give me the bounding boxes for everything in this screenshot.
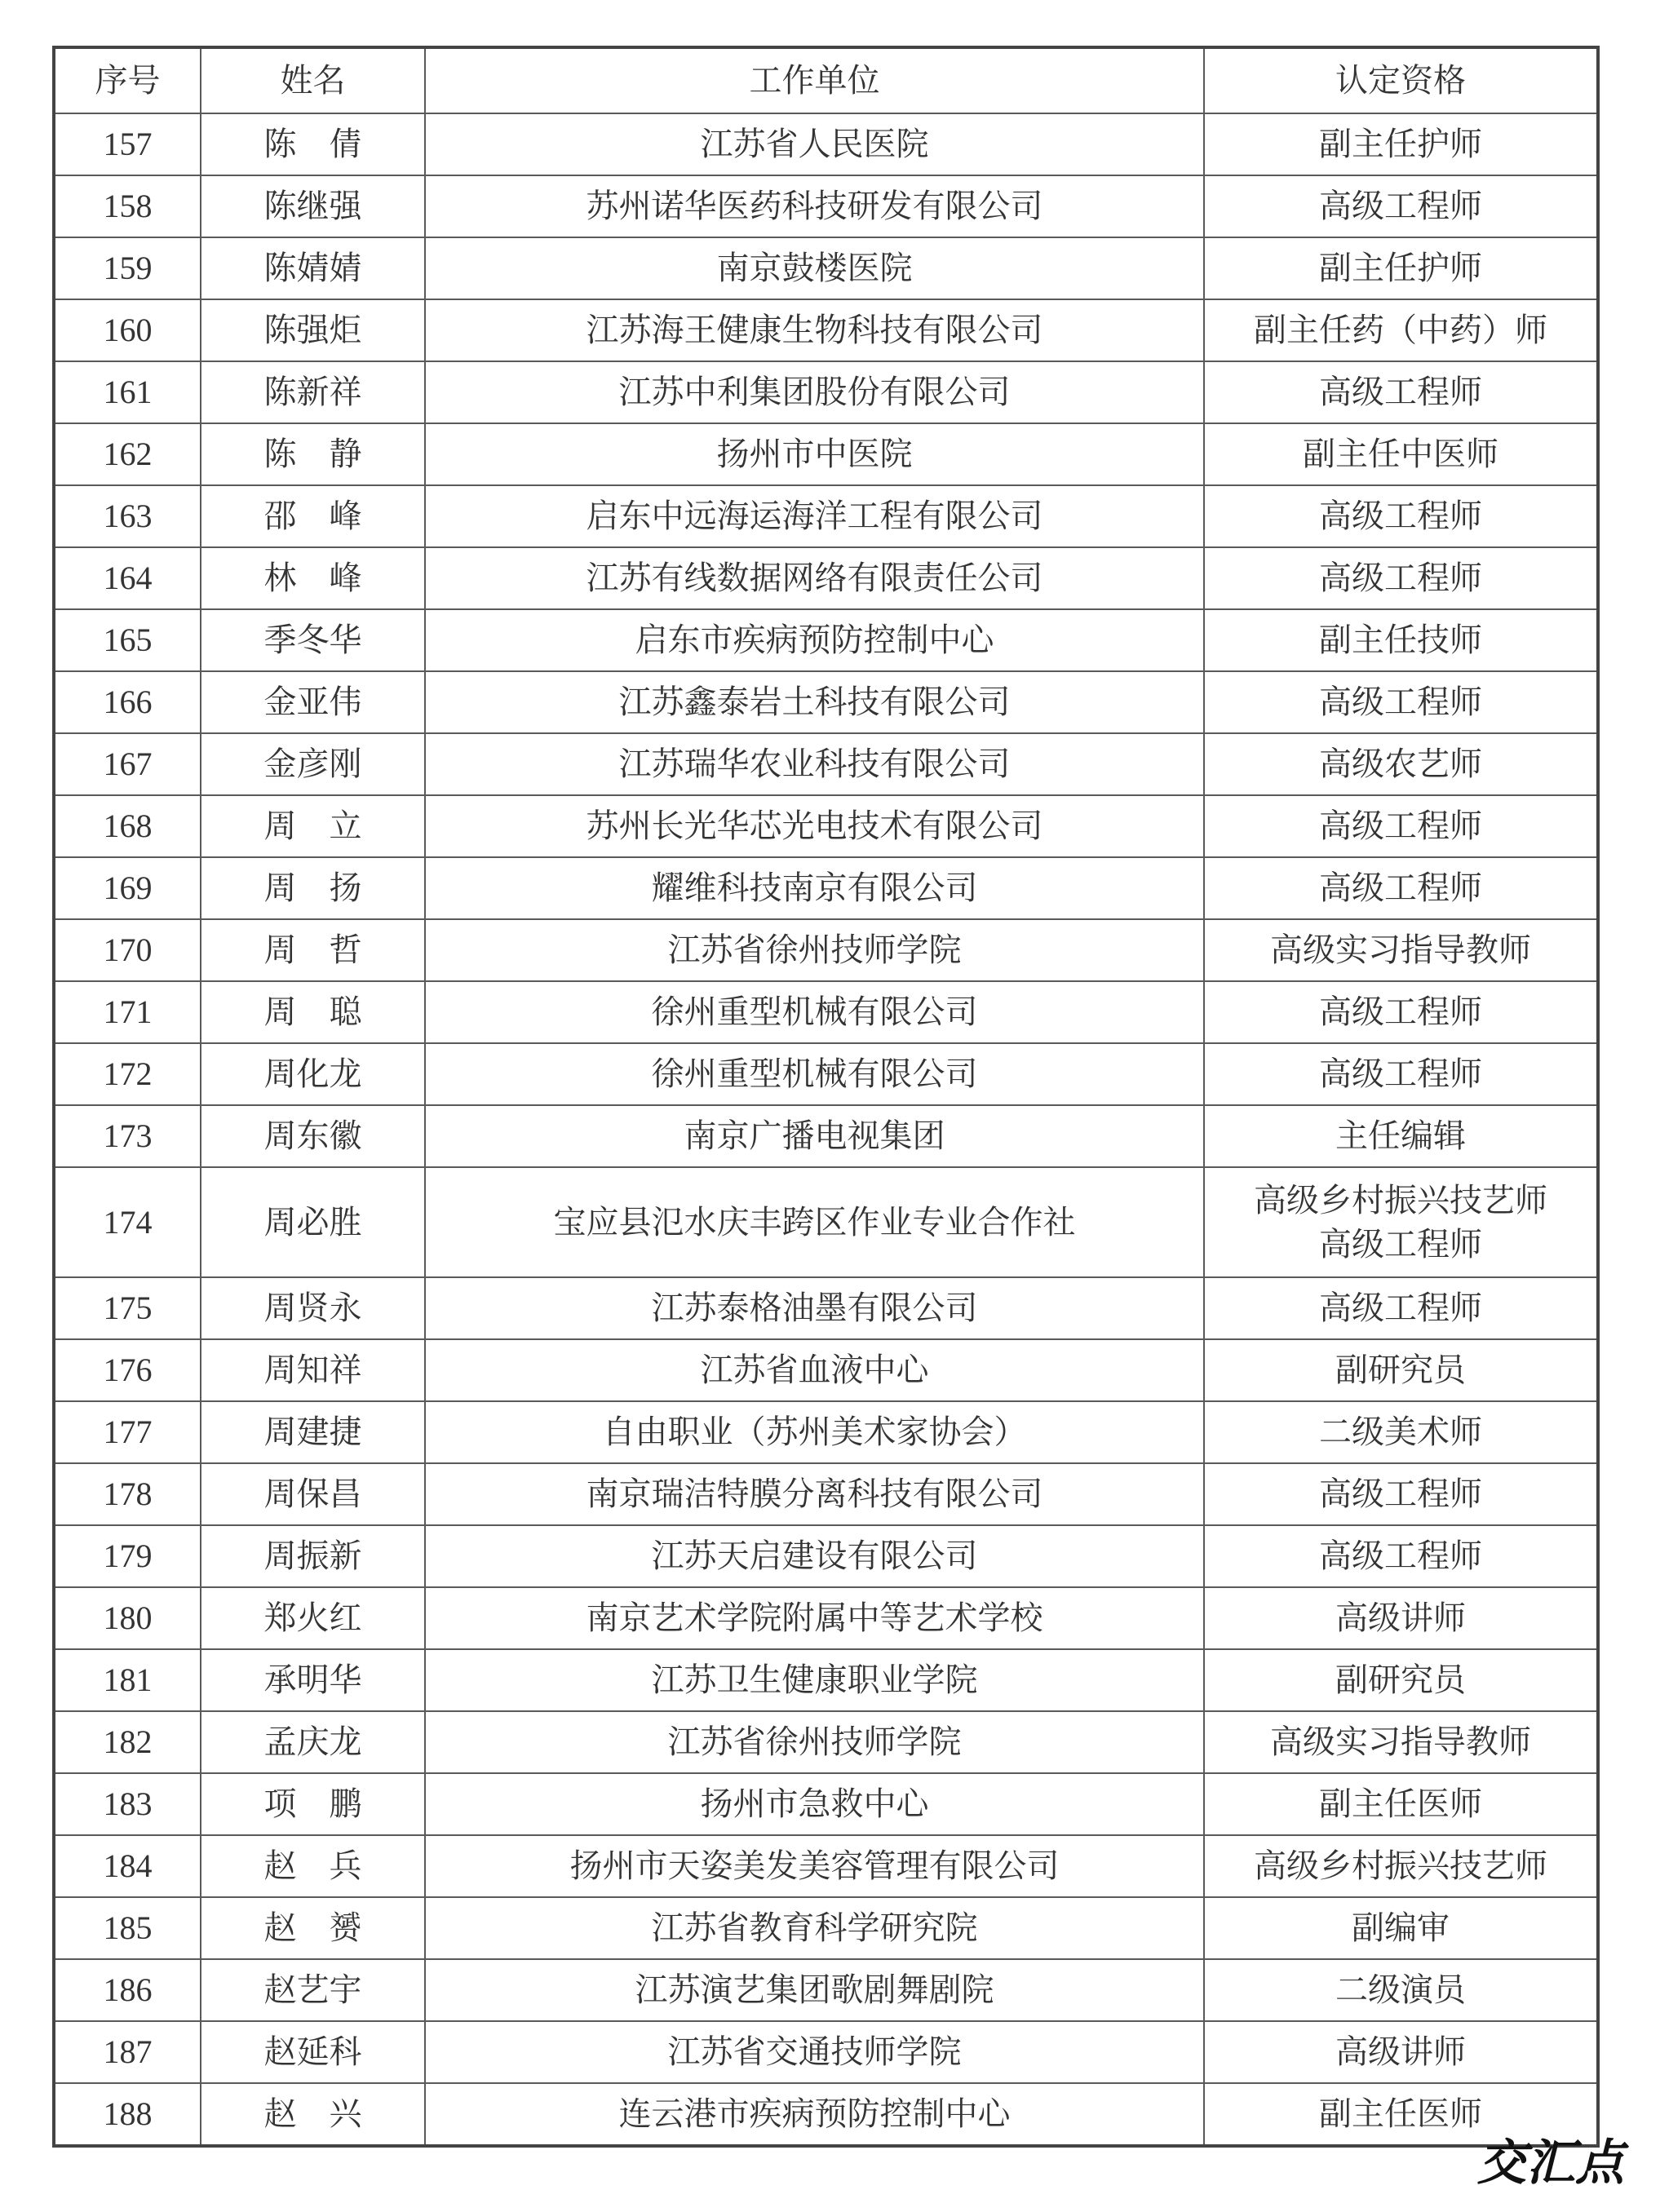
cell-name: 周东徽 — [201, 1105, 425, 1167]
table-row — [54, 361, 1598, 423]
cell-serial-number: 162 — [54, 423, 201, 485]
qualification-line: 二级演员 — [1335, 1971, 1466, 2009]
table-row — [54, 1835, 1598, 1897]
cell-work-unit: 江苏省徐州技师学院 — [425, 919, 1204, 981]
cell-qualification — [1204, 1525, 1598, 1587]
document-page — [52, 46, 1596, 2148]
qualification-line: 高级工程师 — [1319, 684, 1482, 721]
cell-serial-number: 172 — [54, 1043, 201, 1105]
qualification-line: 高级工程师 — [1319, 1055, 1482, 1093]
cell-work-unit: 南京瑞洁特膜分离科技有限公司 — [425, 1463, 1204, 1525]
watermark-logo: 交汇点 — [1477, 2135, 1624, 2192]
cell-name: 陈强炬 — [201, 299, 425, 361]
qualification-line: 高级工程师 — [1319, 188, 1482, 225]
cell-qualification — [1204, 1835, 1598, 1897]
cell-name: 周 哲 — [201, 919, 425, 981]
table-row — [54, 1959, 1598, 2021]
table-row — [54, 175, 1598, 237]
cell-qualification — [1204, 547, 1598, 609]
cell-qualification — [1204, 795, 1598, 857]
cell-work-unit: 徐州重型机械有限公司 — [425, 981, 1204, 1043]
qualification-line: 高级工程师 — [1319, 869, 1482, 907]
qualification-line: 高级工程师 — [1319, 807, 1482, 845]
cell-work-unit: 启东市疾病预防控制中心 — [425, 609, 1204, 671]
qualification-line: 二级美术师 — [1319, 1413, 1482, 1451]
cell-qualification — [1204, 857, 1598, 919]
table-row — [54, 1525, 1598, 1587]
cell-name: 赵 兴 — [201, 2083, 425, 2146]
cell-qualification — [1204, 299, 1598, 361]
cell-qualification — [1204, 1773, 1598, 1835]
table-row — [54, 609, 1598, 671]
cell-work-unit: 宝应县氾水庆丰跨区作业专业合作社 — [425, 1167, 1204, 1277]
qualification-line: 副主任医师 — [1319, 1785, 1482, 1823]
header-serial-number: 序号 — [54, 47, 201, 113]
qualification-line: 副主任医师 — [1319, 2095, 1482, 2133]
cell-qualification — [1204, 485, 1598, 547]
cell-serial-number: 161 — [54, 361, 201, 423]
cell-work-unit: 江苏演艺集团歌剧舞剧院 — [425, 1959, 1204, 2021]
cell-qualification — [1204, 919, 1598, 981]
cell-work-unit: 江苏卫生健康职业学院 — [425, 1649, 1204, 1711]
cell-work-unit: 扬州市天姿美发美容管理有限公司 — [425, 1835, 1204, 1897]
table-row — [54, 1773, 1598, 1835]
qualification-line: 高级实习指导教师 — [1270, 1723, 1531, 1761]
cell-work-unit: 南京鼓楼医院 — [425, 237, 1204, 299]
table-row — [54, 981, 1598, 1043]
cell-name: 金亚伟 — [201, 671, 425, 733]
cell-serial-number: 180 — [54, 1587, 201, 1649]
cell-name: 赵延科 — [201, 2021, 425, 2083]
qualification-line: 高级工程师 — [1319, 993, 1482, 1031]
cell-qualification — [1204, 1463, 1598, 1525]
cell-serial-number: 168 — [54, 795, 201, 857]
cell-work-unit: 江苏省徐州技师学院 — [425, 1711, 1204, 1773]
cell-qualification — [1204, 671, 1598, 733]
cell-name: 孟庆龙 — [201, 1711, 425, 1773]
cell-name: 承明华 — [201, 1649, 425, 1711]
cell-name: 周化龙 — [201, 1043, 425, 1105]
cell-work-unit: 江苏中利集团股份有限公司 — [425, 361, 1204, 423]
cell-name: 周必胜 — [201, 1167, 425, 1277]
cell-qualification — [1204, 1167, 1598, 1277]
table-row — [54, 1277, 1598, 1339]
table-row — [54, 1463, 1598, 1525]
cell-name: 周振新 — [201, 1525, 425, 1587]
table-row — [54, 919, 1598, 981]
cell-work-unit: 江苏天启建设有限公司 — [425, 1525, 1204, 1587]
qualification-line: 高级工程师 — [1319, 560, 1482, 597]
cell-name: 邵 峰 — [201, 485, 425, 547]
cell-serial-number: 166 — [54, 671, 201, 733]
qualification-line: 高级工程师 — [1319, 498, 1482, 535]
cell-name: 陈婧婧 — [201, 237, 425, 299]
cell-qualification — [1204, 981, 1598, 1043]
cell-qualification — [1204, 237, 1598, 299]
qualification-line: 副主任护师 — [1319, 250, 1482, 287]
cell-qualification — [1204, 1587, 1598, 1649]
cell-qualification — [1204, 113, 1598, 175]
table-row — [54, 671, 1598, 733]
qualification-line: 高级农艺师 — [1319, 745, 1482, 783]
cell-qualification — [1204, 1711, 1598, 1773]
table-row — [54, 1339, 1598, 1401]
table-row — [54, 1105, 1598, 1167]
cell-work-unit: 江苏省人民医院 — [425, 113, 1204, 175]
cell-name: 周知祥 — [201, 1339, 425, 1401]
cell-work-unit: 江苏海王健康生物科技有限公司 — [425, 299, 1204, 361]
cell-work-unit: 苏州诺华医药科技研发有限公司 — [425, 175, 1204, 237]
table-row — [54, 733, 1598, 795]
cell-work-unit: 自由职业（苏州美术家协会） — [425, 1401, 1204, 1463]
cell-serial-number: 158 — [54, 175, 201, 237]
qualification-line: 高级工程师 — [1319, 1475, 1482, 1513]
cell-serial-number: 171 — [54, 981, 201, 1043]
cell-serial-number: 170 — [54, 919, 201, 981]
qualification-line: 主任编辑 — [1335, 1117, 1466, 1155]
table-row — [54, 1587, 1598, 1649]
cell-name: 陈继强 — [201, 175, 425, 237]
cell-serial-number: 185 — [54, 1897, 201, 1959]
cell-serial-number: 173 — [54, 1105, 201, 1167]
cell-qualification — [1204, 1959, 1598, 2021]
cell-name: 金彦刚 — [201, 733, 425, 795]
table-header-row — [54, 47, 1598, 113]
cell-serial-number: 178 — [54, 1463, 201, 1525]
cell-qualification — [1204, 733, 1598, 795]
table-row — [54, 1167, 1598, 1277]
cell-work-unit: 南京艺术学院附属中等艺术学校 — [425, 1587, 1204, 1649]
table-row — [54, 113, 1598, 175]
cell-serial-number: 179 — [54, 1525, 201, 1587]
cell-qualification — [1204, 1043, 1598, 1105]
cell-name: 周贤永 — [201, 1277, 425, 1339]
cell-qualification — [1204, 2021, 1598, 2083]
cell-name: 赵 赟 — [201, 1897, 425, 1959]
qualification-line: 高级工程师 — [1319, 374, 1482, 411]
cell-name: 赵艺宇 — [201, 1959, 425, 2021]
header-name: 姓名 — [201, 47, 425, 113]
cell-qualification — [1204, 1339, 1598, 1401]
qualification-line: 高级乡村振兴技艺师 — [1254, 1847, 1547, 1885]
cell-serial-number: 164 — [54, 547, 201, 609]
qualification-line: 高级工程师 — [1319, 1225, 1482, 1263]
cell-serial-number: 187 — [54, 2021, 201, 2083]
cell-serial-number: 163 — [54, 485, 201, 547]
qualification-line: 副主任药（中药）师 — [1254, 312, 1547, 349]
cell-qualification — [1204, 1401, 1598, 1463]
cell-work-unit: 江苏泰格油墨有限公司 — [425, 1277, 1204, 1339]
cell-serial-number: 175 — [54, 1277, 201, 1339]
cell-name: 周 立 — [201, 795, 425, 857]
table-row — [54, 1649, 1598, 1711]
cell-serial-number: 177 — [54, 1401, 201, 1463]
table-row — [54, 795, 1598, 857]
table-row — [54, 547, 1598, 609]
cell-work-unit: 耀维科技南京有限公司 — [425, 857, 1204, 919]
table-row — [54, 857, 1598, 919]
cell-qualification — [1204, 361, 1598, 423]
table-body — [54, 113, 1598, 2146]
table-row — [54, 485, 1598, 547]
cell-serial-number: 174 — [54, 1167, 201, 1277]
cell-serial-number: 184 — [54, 1835, 201, 1897]
table-row — [54, 423, 1598, 485]
table-row — [54, 1711, 1598, 1773]
cell-name: 陈 倩 — [201, 113, 425, 175]
cell-name: 陈 静 — [201, 423, 425, 485]
cell-work-unit: 江苏省血液中心 — [425, 1339, 1204, 1401]
qualification-line: 副研究员 — [1335, 1661, 1466, 1699]
cell-serial-number: 176 — [54, 1339, 201, 1401]
table-row — [54, 2083, 1598, 2146]
cell-work-unit: 江苏有线数据网络有限责任公司 — [425, 547, 1204, 609]
cell-serial-number: 188 — [54, 2083, 201, 2146]
cell-serial-number: 182 — [54, 1711, 201, 1773]
cell-qualification — [1204, 1277, 1598, 1339]
cell-name: 周 扬 — [201, 857, 425, 919]
cell-qualification — [1204, 423, 1598, 485]
cell-work-unit: 江苏鑫泰岩土科技有限公司 — [425, 671, 1204, 733]
cell-qualification — [1204, 1897, 1598, 1959]
cell-name: 周建捷 — [201, 1401, 425, 1463]
cell-serial-number: 181 — [54, 1649, 201, 1711]
cell-name: 赵 兵 — [201, 1835, 425, 1897]
table-row — [54, 1401, 1598, 1463]
qualification-line: 高级乡村振兴技艺师 — [1254, 1181, 1547, 1219]
qualification-line: 副研究员 — [1335, 1352, 1466, 1389]
table-row — [54, 1897, 1598, 1959]
cell-serial-number: 157 — [54, 113, 201, 175]
qualification-line: 副主任护师 — [1319, 126, 1482, 163]
cell-name: 周保昌 — [201, 1463, 425, 1525]
header-qualification: 认定资格 — [1204, 47, 1598, 113]
cell-serial-number: 167 — [54, 733, 201, 795]
cell-qualification — [1204, 1105, 1598, 1167]
table-row — [54, 299, 1598, 361]
cell-work-unit: 扬州市中医院 — [425, 423, 1204, 485]
cell-serial-number: 186 — [54, 1959, 201, 2021]
cell-serial-number: 159 — [54, 237, 201, 299]
cell-qualification — [1204, 175, 1598, 237]
table-row — [54, 2021, 1598, 2083]
cell-work-unit: 徐州重型机械有限公司 — [425, 1043, 1204, 1105]
cell-name: 周 聪 — [201, 981, 425, 1043]
cell-serial-number: 169 — [54, 857, 201, 919]
qualification-line: 高级讲师 — [1335, 2033, 1466, 2071]
cell-work-unit: 扬州市急救中心 — [425, 1773, 1204, 1835]
header-work-unit: 工作单位 — [425, 47, 1204, 113]
qualification-line: 高级实习指导教师 — [1270, 931, 1531, 969]
cell-qualification — [1204, 609, 1598, 671]
cell-work-unit: 江苏省交通技师学院 — [425, 2021, 1204, 2083]
cell-work-unit: 江苏瑞华农业科技有限公司 — [425, 733, 1204, 795]
qualification-line: 副编审 — [1352, 1909, 1450, 1947]
table-row — [54, 237, 1598, 299]
cell-work-unit: 苏州长光华芯光电技术有限公司 — [425, 795, 1204, 857]
cell-name: 项 鹏 — [201, 1773, 425, 1835]
cell-qualification — [1204, 1649, 1598, 1711]
cell-work-unit: 南京广播电视集团 — [425, 1105, 1204, 1167]
cell-work-unit: 启东中远海运海洋工程有限公司 — [425, 485, 1204, 547]
qualification-table — [52, 46, 1600, 2148]
qualification-line: 高级工程师 — [1319, 1537, 1482, 1575]
qualification-line: 高级讲师 — [1335, 1599, 1466, 1637]
cell-serial-number: 183 — [54, 1773, 201, 1835]
cell-serial-number: 160 — [54, 299, 201, 361]
cell-name: 郑火红 — [201, 1587, 425, 1649]
qualification-line: 副主任中医师 — [1303, 436, 1498, 473]
table-row — [54, 1043, 1598, 1105]
cell-name: 季冬华 — [201, 609, 425, 671]
qualification-line: 副主任技师 — [1319, 622, 1482, 659]
cell-work-unit: 江苏省教育科学研究院 — [425, 1897, 1204, 1959]
cell-name: 陈新祥 — [201, 361, 425, 423]
qualification-line: 高级工程师 — [1319, 1290, 1482, 1327]
cell-name: 林 峰 — [201, 547, 425, 609]
cell-serial-number: 165 — [54, 609, 201, 671]
cell-work-unit: 连云港市疾病预防控制中心 — [425, 2083, 1204, 2146]
